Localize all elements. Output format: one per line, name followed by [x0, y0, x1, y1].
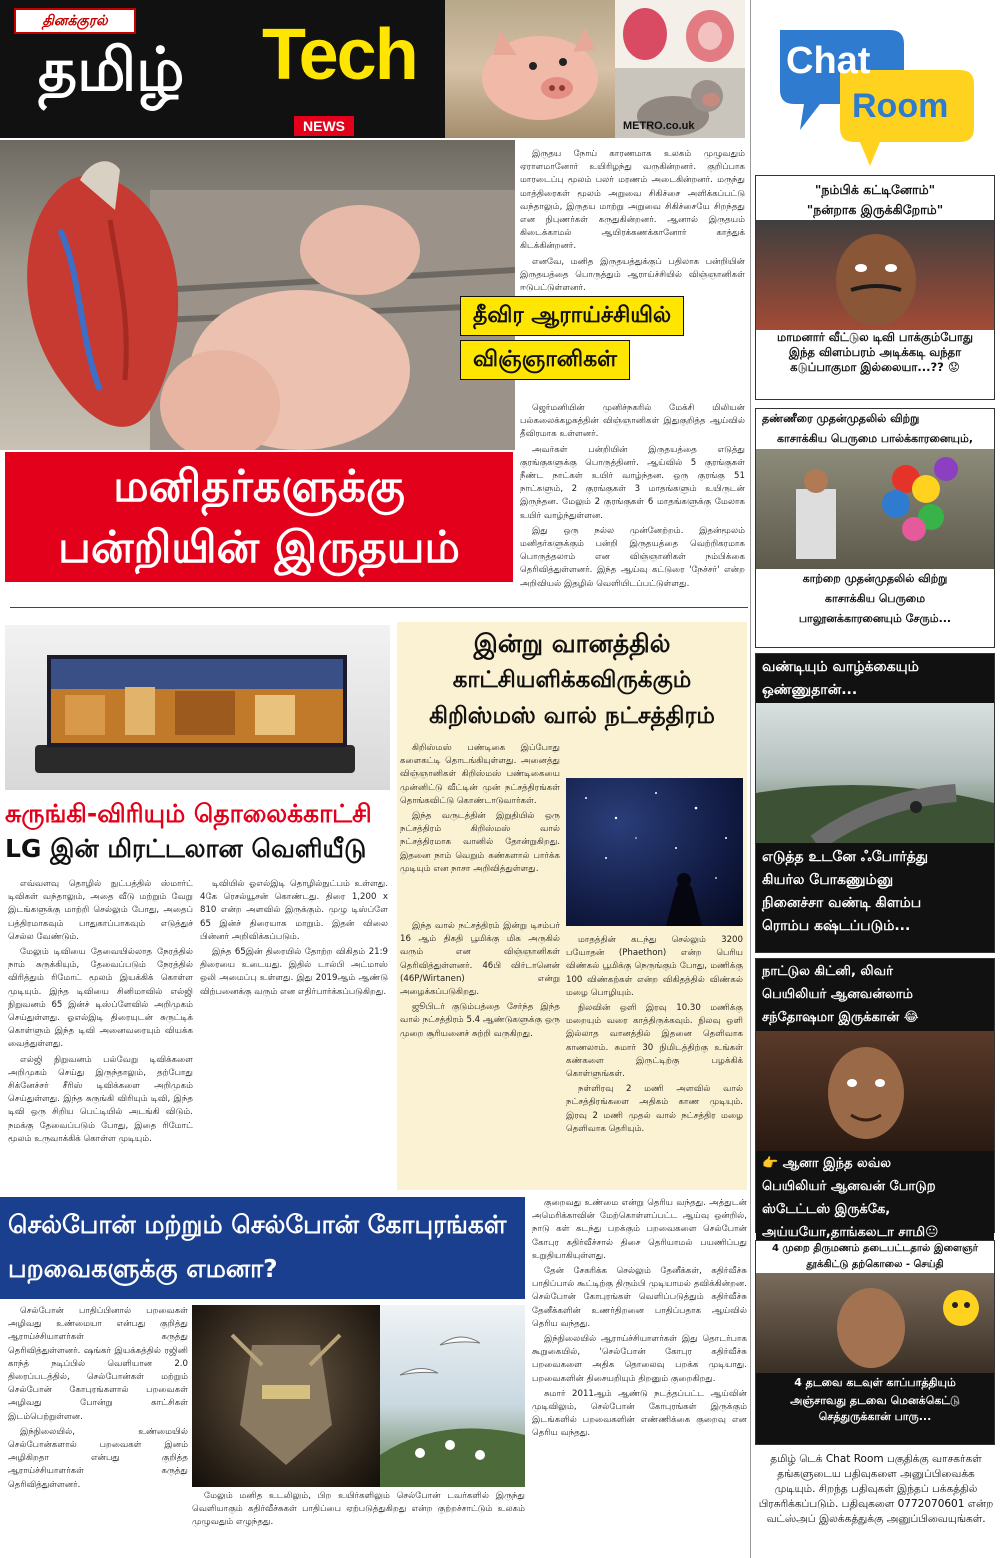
story3-para3: இந்த வால் நட்சத்திரம் இன்று டிசம்பர் 16 ஆம் திகதி பூமிக்கு மிக அருகில் வரும் என விஞ்ஞானிகள் தெரிவித்துள்ளனர். 46பி விர்டானென் (46P/Wirtanen) என்று அழைக்கப்படுகிறது.: [400, 921, 560, 998]
meme3-bottom-line3: நினைச்சா வண்டி கிளம்ப: [756, 893, 994, 916]
story3-col1b: [400, 920, 560, 1182]
story1-para1: இருதய நோய் காரணமாக உலகம் முழுவதும் ஏராளமானோர் உயிரிழந்து வருகின்றனர். குறிப்பாக மாரடைப்பு மூலம் பலர் மரணம் அடைகின்றனர். மருந்து மாத்திரைகள் மூலம் அறுவை சிகிச்சை அளிக்கப்பட்டு வந்தாலும், இருதய மாற்று அறுவை சிகிச்சையே சிறந்தது என நிபுணர்கள் கருதுகின்றனர். ஆனால் இருதயம் கிடைக்காமல் ஆயிரக்கணக்கானோர் காத்துக் கிடக்கின்றனர்.: [520, 149, 745, 252]
story1-body-top: [520, 148, 745, 294]
meme3-bottom-line2: கியர்ல போகணும்னு: [756, 870, 994, 893]
paper-name: தினக்குரல்: [42, 13, 108, 29]
meme5-top-line1: 4 முறை திருமணம் தடைபட்டதால் இளைஞர்: [756, 1241, 994, 1257]
meme4-bottom-line2: பெயிலியர் ஆனவன் போடுற: [756, 1177, 994, 1200]
meme3-top-line2: ஒண்ணுதான்...: [756, 680, 994, 703]
story1-headline-line1: மனிதர்களுக்கு: [113, 461, 405, 512]
story1-body-bottom: [520, 402, 745, 602]
meme1-bottom-line2: இந்த விளம்பரம் அடிக்கடி வந்தா: [756, 345, 994, 360]
story4-para5: தேன் சேகரிக்க செல்லும் தேனீக்கள், கதிர்வீச்சு பாதிப்பால் கூட்டிற்கு திரும்பி முடியாமல் தவிக்கின்றன. செல்போன் கோபுரங்கள் வெளிப்படுத்தும் கதிர்வீச்சு தேனீக்களின் உணர்திறனை பாதிப்பதாக ஆய்வில் தெரிய வந்தது.: [532, 1266, 747, 1329]
masthead: [0, 0, 445, 138]
story3-headline: [397, 626, 747, 734]
meme2-top-line1: தண்ணீரை முதன்முதலில் விற்று: [756, 409, 994, 429]
meme2: [755, 408, 995, 648]
meme1-photo: [756, 220, 994, 330]
story1-subhead-line1: தீவிர ஆராய்ச்சியில்: [460, 296, 684, 336]
story2-col1: [8, 878, 193, 1188]
story3-para1: கிறிஸ்மஸ் பண்டிகை இப்போது களைகட்டி தொடங்கியுள்ளது. அனைத்து விஞ்ஞானிகள் கிறிஸ்மஸ் பண்டிகையை முன்னிட்டு வீட்டின் முன் நட்சத்திரங்கள் தொங்கவிட்டு கொண்டாடுவார்கள்.: [400, 743, 560, 806]
story2-para3: எல்ஜி நிறுவனம் பல்வேறு டிவிக்களை அறிமுகம் செய்து இருந்தாலும், தற்போது சிக்னேச்சர் சீரிஸ் டிவிக்களை அறிமுகம் செய்துள்ளது. இந்த சுருங்கி விரியும் டிவி, இந்த டிவி ஒரு சிறிய பெட்டியில் அடங்கி விடும். நமக்கு தேவைப்படும் போது, இதை ரிமோட் மூலம் உருவாக்கிக் கொள்ள முடியும்.: [8, 1054, 193, 1144]
story1-subhead-line2: விஞ்ஞானிகள்: [460, 340, 630, 380]
story1-headline-line2: பன்றியின் இருதயம்: [58, 522, 460, 573]
room-logo-text: Room: [852, 87, 949, 125]
meme4-top-line3: சந்தோஷமா இருக்கான் 😂: [756, 1008, 994, 1031]
meme5-bottom-line3: செத்துருக்கான் பாரு...: [756, 1409, 994, 1425]
story2-headline-line1: சுருங்கி-விரியும் தொலைக்காட்சி: [5, 799, 372, 828]
story2-headline: [5, 797, 390, 867]
photo-credit: METRO.co.uk: [623, 120, 695, 132]
meme4-top-line1: நாட்டுல கிட்னி, லிவர்: [756, 959, 994, 985]
story1-para4: அவர்கள் பன்றியின் இருதயத்தை எடுத்து குரங்குகளுக்கு பொருத்தினர். ஆய்வில் 5 குரங்குகள் நீண்ட நாட்கள் உயிர் வாழ்ந்தன. ஒரு குரங்கு 51 நாட்களும், 2 குரங்குகள் 3 மாதங்களும் உயிருடன் இருந்தன. மேலும் 2 குரங்குகள் 6 மாதங்களுக்கு மேலாக உயிர் வாழ்ந்துள்ளன.: [520, 444, 745, 521]
story2-para5: இந்த 65இன் திரையில் தோற்ற விகிதம் 21:9 திரையை உடையது. இதில் டால்பி அட்மாஸ் ஒலி அமைப்பு உள்ளது. இது 2019ஆம் ஆண்டு விற்பனைக்கு வரும் என எதிர்பார்க்கப்படுகிறது.: [200, 947, 388, 997]
story4-col3: [532, 1197, 747, 1553]
story4-para4: குறைவது உண்மை என்று தெரிய வந்தது. அத்துடன் அமெரிக்காவின் மேற்கொள்ளப்பட்ட ஆய்வு ஒன்றில், நாடு கள் கடந்து பறக்கும் பறவைகளை செல்போன் கோபுர கதிர்வீச்சால் திசை தெரியாமல் பயணிப்பது உறுதியாகியுள்ளது.: [532, 1198, 747, 1261]
meme5-bottom-line1: 4 தடவை கடவுள் காப்பாத்தியும்: [756, 1373, 994, 1393]
story3-headline-line2: காட்சியளிக்கவிருக்கும்: [452, 667, 692, 693]
story4-para1: செல்போன் பாதிப்பினால் பறவைகள் அழிவது உண்மையா என்பது குறித்து ஆராய்ச்சியாளர்கள் கருத்து தெரிவித்துள்ளனர். ஷங்கர் இயக்கத்தில் ரஜினி காந்த் நடிப்பில் வெளியான 2.0 திரைப்படத்தில், செல்போன்கள் மற்றும் செல்போன் கோபுரங்களால் பறவைகள் அழிவது போன்று காட்சிகள் இடம்பெற்றுள்ளன.: [8, 1306, 188, 1422]
chat-logo-text: Chat: [786, 40, 871, 82]
story1-para3: ஜெர்மனியின் முனிச்நகரில் மேக்சி மிலியன் பல்கலைக்கழகத்தின் விஞ்ஞானிகள் இதுகுறித்த ஆய்வில் தீவிரமாக உள்ளனர்.: [520, 403, 745, 440]
meme3: [755, 653, 995, 953]
meme3-top-line1: வண்டியும் வாழ்க்கையும்: [756, 654, 994, 680]
story3-para7: நள்ளிரவு 2 மணி அளவில் வால் நட்சத்திரங்களை அதிகம் காண முடியும். இரவு 2 மணி முதல் வால் நட்சத்திர மழை தெளிவாக தெரியும்.: [566, 1084, 743, 1134]
meme5-top-line2: தூக்கிட்டு தற்கொலை - செய்தி: [756, 1257, 994, 1273]
story3-para2: இந்த வருடத்தின் இறுதியில் ஒரு நட்சத்திரம் கிறிஸ்மஸ் வால் நட்சத்திரமாக வானில் தோன்றுகிறது. இதனை நாம் வெறும் கண்களால் பார்க்க முடியும் என நாசா அறிவித்துள்ளது.: [400, 811, 560, 874]
story4-para6: இந்நிலையில் ஆராய்ச்சியாளர்கள் இது தொடர்பாக கூறுகையில், 'செல்போன் கோபுர கதிர்வீச்சு பறவைகளை அதிக தொலைவு பறக்க முடியாது. பறவைகளின் திசையறியும் திறனும் குறைகிறது.: [532, 1334, 747, 1384]
divider-1: [10, 607, 748, 608]
meme2-photo: [756, 449, 994, 569]
story3-para5: மாதத்தின் கடந்து செல்லும் 3200 பயோதன் (Phaethon) என்ற பெரிய விண்கல் பூமிக்கு நெருங்கும் போது, மணிக்கு 100 விண்கற்கள் என்ற விகிதத்தில் விண்கல் மழை பொழியும்.: [566, 935, 743, 998]
meme3-photo: [756, 703, 994, 843]
meme4: [755, 958, 995, 1240]
meme1-bottom-line1: மாமனார் வீட்டுல டிவி பாக்கும்போது: [756, 330, 994, 345]
story2-para2: மேலும் டிவியை தேவையில்லாத நேரத்தில் நாம் சுருக்கியும், தேவைப்படும் நேரத்தில் விரித்தும் ரிமோட் மூலம் இயக்கிக் கொள்ள முடியும். இந்த டிவியை சினிமாவில் எல்ஜி நிறுவனம் 65 இன்ச் டிஸ்ப்ளேவில் அறிமுகம் செய்துள்ளது. ஓஎல்இடி திரையுடன் சுருட்டிக் கொள்ளும் இந்த டிவி அனைவரையும் வியக்க வைத்துள்ளது.: [8, 947, 193, 1050]
story4-para3: மேலும் மனித உடலிலும், பிற உயிர்களிலும் செல்போன் டவர்களில் இருந்து வெளியாகும் கதிர்வீச்சுகள் பாதிப்பை ஏற்படுத்துகிறது என்ற குற்றச்சாட்டும் உலகம் முழுவதும் எழுந்தது.: [192, 1491, 525, 1528]
meme1-top-line1: "நம்பிக் கட்டினோம்": [756, 180, 994, 200]
story1-subhead: [460, 296, 728, 382]
story4-col2: [192, 1490, 525, 1554]
story3-col2: [566, 934, 743, 1184]
masthead-title-tamil: தமிழ்: [38, 35, 185, 105]
masthead-title-tech: Tech: [262, 15, 417, 95]
lg-tv-photo: [5, 625, 390, 790]
chatroom-logo: [770, 20, 980, 170]
story2-headline-line2: LG இன் மிரட்டலான வெளியீடு: [5, 834, 367, 863]
meme4-bottom-line4: அய்யயோ,தாங்கலடா சாமி😐: [756, 1223, 994, 1246]
meme4-bottom-line1: 👉 ஆனா இந்த லவ்ல: [756, 1151, 994, 1177]
pig-photo-top: [445, 0, 615, 138]
story1-headline: [5, 452, 513, 582]
meme5-photo: [756, 1273, 994, 1373]
story4-headline-line2: பறவைகளுக்கு எமனா?: [8, 1254, 278, 1283]
meme1-top-line2: "நன்றாக இருக்கிறோம்": [756, 200, 994, 220]
story4-para2: இந்நிலையில், உண்மையில் செல்போன்களால் பறவைகள் இனம் அழிகிறதா என்பது குறித்த ஆராய்ச்சியாளர்கள் கருத்து தெரிவித்துள்ளனர்.: [8, 1426, 188, 1490]
starry-sky-photo: [566, 778, 743, 926]
birds-photo: [380, 1305, 525, 1487]
story2-para1: எவ்வளவு தொழில் நுட்பத்தில் ஸ்மார்ட் டிவிகள் வந்தாலும், அதை வீடு மற்றும் வேறு இடங்களுக்கு மாற்றி செல்லும் போது, அதைப் பத்திரமாகவும் பாதுகாப்பாகவும் எடுத்துச் செல்ல வேண்டும்.: [8, 879, 193, 942]
meme5-bottom-line2: அஞ்சாவது தடவை மெனக்கெட்டு: [756, 1393, 994, 1409]
meme1-bottom-line3: கடுப்பாகுமா இல்லையா...?? 😟: [756, 360, 994, 375]
meme3-bottom-line1: எடுத்த உடனே ஃபோர்த்து: [756, 843, 994, 870]
meme2-top-line2: காசாக்கிய பெருமை பால்க்காரனையும்,: [756, 429, 994, 449]
meme1: [755, 175, 995, 400]
story4-headline: [0, 1197, 525, 1299]
heart-specimen-photo: [615, 0, 745, 68]
story2-col2: [200, 878, 388, 1188]
story4-headline-line1: செல்போன் மற்றும் செல்போன் கோபுரங்கள்: [8, 1210, 507, 1239]
meme3-bottom-line4: ரொம்ப கஷ்டப்படும்...: [756, 916, 994, 939]
meme4-top-line2: பெயிலியர் ஆனவன்லாம்: [756, 985, 994, 1008]
news-badge: NEWS: [294, 116, 354, 136]
story4-para7: சுமார் 2011ஆம் ஆண்டு நடத்தப்பட்ட ஆய்வின் முடிவிலும், செல்போன் கோபுரங்கள் இருக்கும் இடங்களில் பறவைகளின் எண்ணிக்கை குறைவு என தெரிய வந்தது.: [532, 1388, 747, 1439]
meme4-photo: [756, 1031, 994, 1151]
meme2-bottom-line1: காற்றை முதன்முதலில் விற்று: [756, 569, 994, 589]
story4-col1: [8, 1305, 188, 1553]
chatroom-footer: தமிழ் டெக் Chat Room பகுதிக்கு வாசகர்கள் தங்களுடைய பதிவுகளை அனுப்பிவைக்க முடியும். சிறந்த பதிவுகள் இந்தப் பக்கத்தில் பிரசுரிக்கப்படும். பதிவுகளை 0772070601 என்ற வட்ஸ்அப் இலக்கத்துக்கு அனுப்பிவையுங்கள்.: [758, 1453, 994, 1525]
story3-headline-line1: இன்று வானத்தில்: [473, 629, 671, 658]
monkey-photo: [615, 68, 745, 138]
heart-pig-photo: [0, 140, 515, 450]
story3-para6: நிலவின் ஒளி இரவு 10.30 மணிக்கு மறையும் வரை காத்திருக்கவும். நிலவு ஒளி இல்லாத வானத்தில் இதனை தெளிவாக காணலாம். சுமார் 30 நிமிடத்திற்கு உங்கள் கண்களை இருட்டிற்கு பழக்கிக் கொள்ளுங்கள்.: [566, 1003, 743, 1080]
story1-para2: எனவே, மனித இருதயத்துக்குப் பதிலாக பன்றியின் இருதயத்தை பொருத்தும் ஆராய்ச்சியில் விஞ்ஞானிகள் ஈடுபட்டுள்ளனர்.: [520, 256, 745, 294]
story3-para4: ஜூபிடர் குடும்பத்தை சேர்ந்த இந்த வால் நட்சத்திரம் 5.4 ஆண்டுகளுக்கு ஒரு முறை சூரியனைச் சுற்றி வருகிறது.: [400, 1002, 560, 1039]
meme2-bottom-line2: காசாக்கிய பெருமை: [756, 589, 994, 609]
robot-movie-photo: [192, 1305, 380, 1487]
meme5: [755, 1240, 995, 1445]
story1-para5: இது ஒரு நல்ல முன்னேற்றம். இதன்மூலம் மனிதர்களுக்கும் பன்றி இருதயத்தை வெற்றிகரமாக பொருத்தலாம் என விஞ்ஞானிகள் நம்பிக்கை தெரிவித்துள்ளனர். இந்த ஆய்வு கட்டுரை 'நேச்சர்' என்ற அறிவியல் இதழில் வெளியிடப்பட்டுள்ளது.: [520, 525, 745, 589]
story3-headline-line3: கிறிஸ்மஸ் வால் நட்சத்திரம்: [429, 703, 715, 729]
meme4-bottom-line3: ஸ்டேட்டஸ் இருக்கே,: [756, 1200, 994, 1223]
meme2-bottom-line3: பாலூனக்காரனையும் சேரும்...: [756, 609, 994, 629]
story2-para4: டிவியில் ஓஎல்இடி தொழில்நுட்பம் உள்ளது. 4கே ரெசல்யூசன் கொண்டது. திரை 1,200 x 810 என்ற அளவில் இருக்கும். முழு டிஸ்ப்ளே 65 இன்ச் திரையாக மாறும். இதன் விலை பின்னர் அறிவிக்கப்படும்.: [200, 879, 388, 942]
